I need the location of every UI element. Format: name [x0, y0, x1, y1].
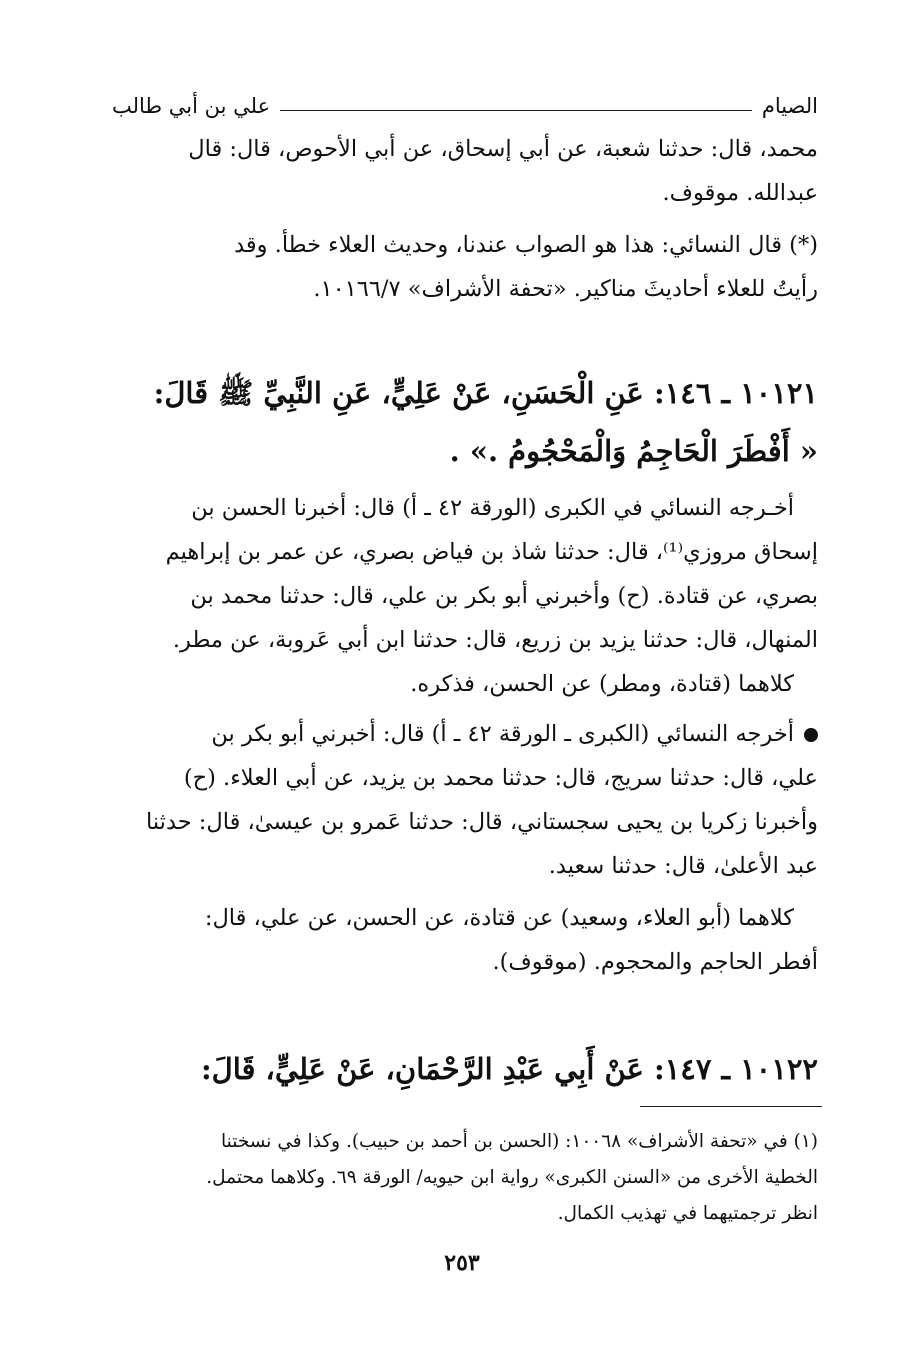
footnote-line: (١) في «تحفة الأشراف» ١٠٠٦٨: (الحسن بن أحمد بن حبيب). وكذا في نسختنا [221, 1131, 818, 1152]
intro-paragraph [102, 127, 818, 215]
takhrij-paragraph-2 [102, 712, 818, 984]
text-line: المنهال، قال: حدثنا يزيد بن زريع، قال: حدثنا ابن أبي عَروبة، عن مطر. [172, 627, 818, 653]
footnote-line: انظر ترجمتيهما في تهذيب الكمال. [557, 1203, 818, 1224]
hadith-10121 [102, 364, 818, 480]
footnotes [102, 1124, 818, 1232]
text-line: إسحاق مروزي⁽¹⁾، قال: حدثنا شاذ بن فياض بصري، عن عمر بن إبراهيم [165, 539, 818, 565]
hadith-10122 [102, 1040, 818, 1098]
hadith-line: « أَفْطَرَ الْحَاجِمُ وَالْمَحْجُومُ .» . [449, 434, 818, 468]
text-line [102, 712, 818, 756]
header-book-title: علي بن أبي طالب [112, 94, 271, 118]
text-line: عبد الأعلىٰ، قال: حدثنا سعيد. [548, 853, 818, 879]
text-segment: أخرجه النسائي (الكبرى ـ الورقة ٤٢ ـ أ) قال: أخبرني أبو بكر بن [211, 721, 794, 747]
text-line: كلاهما (قتادة، ومطر) عن الحسن، فذكره. [410, 671, 794, 697]
bullet-icon [804, 728, 818, 742]
nasai-note [102, 223, 818, 311]
footnote-rule [640, 1106, 822, 1107]
text-line: أخـرجه النسائي في الكبرى (الورقة ٤٢ ـ أ) قال: أخبرنا الحسن بن [191, 495, 794, 521]
text-line: محمد، قال: حدثنا شعبة، عن أبي إسحاق، عن أبي الأحوص، قال: قال [188, 136, 818, 162]
running-header [112, 86, 818, 118]
footnote-line: الخطية الأخرى من «السنن الكبرى» رواية ابن حيويه/ الورقة ٦٩. وكلاهما محتمل. [206, 1167, 818, 1188]
hadith-line: ١٠١٢١ ـ ١٤٦: عَنِ الْحَسَنِ، عَنْ عَلِيٍّ، عَنِ النَّبِيِّ ﷺ قَالَ: [153, 376, 818, 410]
page-number: ٢٥٣ [444, 1250, 480, 1276]
takhrij-paragraph-1 [102, 486, 818, 706]
text-line: رأيتُ للعلاء أحاديثَ مناكير. «تحفة الأشراف» ١٠١٦٦/٧. [313, 276, 818, 302]
text-line: أفطر الحاجم والمحجوم. (موقوف). [492, 949, 818, 975]
text-line: عبدالله. موقوف. [662, 180, 818, 206]
hadith-line: ١٠١٢٢ ـ ١٤٧: عَنْ أَبِي عَبْدِ الرَّحْمَانِ، عَنْ عَلِيٍّ، قَالَ: [200, 1052, 818, 1086]
text-line: (*) قال النسائي: هذا هو الصواب عندنا، وحديث العلاء خطأ. وقد [234, 232, 818, 258]
text-line: كلاهما (أبو العلاء، وسعيد) عن قتادة، عن الحسن، عن علي، قال: [204, 905, 794, 931]
text-line: بصري، عن قتادة. (ح) وأخبرني أبو بكر بن علي، قال: حدثنا محمد بن [190, 583, 818, 609]
header-rule [280, 110, 752, 111]
header-chapter-title: الصيام [761, 94, 818, 118]
text-line: وأخبرنا زكريا بن يحيى سجستاني، قال: حدثنا عَمرو بن عيسىٰ، قال: حدثنا [146, 809, 818, 835]
text-line: علي، قال: حدثنا سريج، قال: حدثنا محمد بن يزيد، عن أبي العلاء. (ح) [183, 765, 818, 791]
